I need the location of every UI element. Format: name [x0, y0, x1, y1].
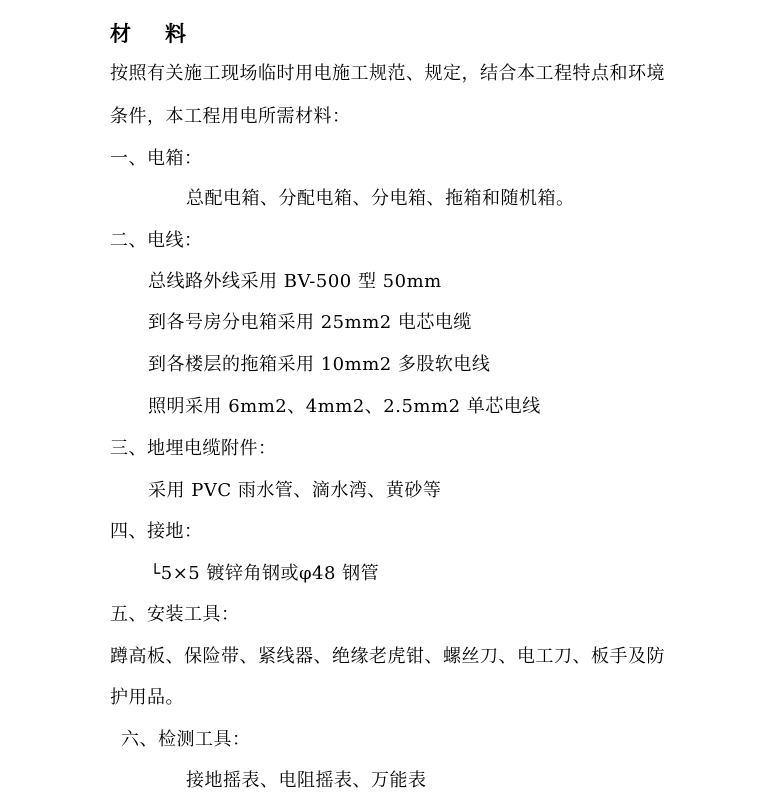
- title-char-2: 料: [165, 22, 186, 46]
- page-title: [110, 21, 186, 47]
- section-2-item-3: 到各楼层的拖箱采用 10mm2 多股软电线: [148, 354, 491, 375]
- section-5-heading: 五、安装工具：: [110, 604, 240, 625]
- section-2-item-2: 到各号房分电箱采用 25mm2 电芯电缆: [148, 312, 472, 333]
- section-3-heading: 三、地埋电缆附件：: [110, 438, 277, 459]
- section-1-item: 总配电箱、分配电箱、分电箱、拖箱和随机箱。: [186, 188, 575, 209]
- section-6-item: 接地摇表、电阻摇表、万能表: [186, 770, 427, 791]
- section-4-item: 5×5 镀锌角钢或φ48 钢管: [160, 563, 380, 584]
- section-3-item: 采用 PVC 雨水管、滴水湾、黄砂等: [148, 480, 442, 501]
- intro-line-2: 条件，本工程用电所需材料：: [110, 106, 351, 127]
- section-5-line-2: 护用品。: [110, 687, 184, 708]
- angle-steel-symbol: └: [150, 564, 161, 584]
- section-4-heading: 四、接地：: [110, 521, 203, 542]
- section-6-heading: 六、检测工具：: [121, 729, 251, 750]
- intro-line-1: 按照有关施工现场临时用电施工规范、规定，结合本工程特点和环境: [110, 63, 665, 84]
- section-1-heading: 一、电箱：: [110, 148, 203, 169]
- section-2-item-1: 总线路外线采用 BV-500 型 50mm: [148, 271, 442, 292]
- section-2-item-4: 照明采用 6mm2、4mm2、2.5mm2 单芯电线: [148, 396, 541, 417]
- section-4-item-row: [150, 562, 379, 586]
- title-char-1: 材: [110, 22, 131, 46]
- section-2-heading: 二、电线：: [110, 230, 203, 251]
- section-5-line-1: 蹲高板、保险带、紧线器、绝缘老虎钳、螺丝刀、电工刀、板手及防: [110, 646, 665, 667]
